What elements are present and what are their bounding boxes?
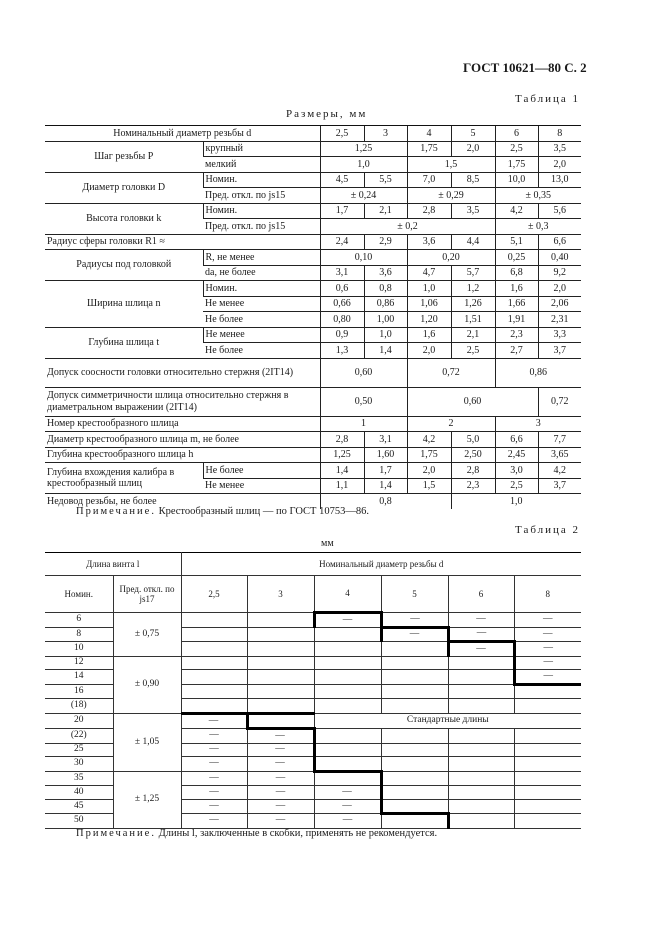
dash: — [381,627,448,642]
length-cell: 30 [45,757,113,772]
table1-caption: Таблица 1 [515,93,581,105]
cell: 4,2 [495,203,538,219]
cell: 6,6 [538,234,581,250]
m-label: Диаметр крестообразного шлица m, не более [45,432,320,448]
dash: — [514,642,581,657]
cell: 1,60 [364,447,407,463]
dash: — [514,627,581,642]
cell: 3,1 [364,432,407,448]
cell: 1,4 [364,343,407,359]
len-label: Длина винта l [45,553,181,576]
cell: 4,7 [407,265,451,281]
dash: — [247,743,314,757]
cell: 0,9 [320,327,364,343]
length-cell: 8 [45,627,113,642]
cell: 2,0 [538,281,581,297]
dash: — [181,799,247,814]
cross-no-label: Номер крестообразного шлица [45,416,320,432]
d-header: Номинальный диаметр резьбы d [181,553,581,576]
tol-cell: ± 0,75 [113,613,181,657]
row-label: Не менее [203,296,320,312]
cell: 2 [407,416,495,432]
row-label: Не более [203,312,320,328]
cell: 2,1 [364,203,407,219]
h-label: Глубина крестообразного шлица h [45,447,320,463]
cell: 1,66 [495,296,538,312]
length-cell: 40 [45,786,113,800]
row-label: da, не более [203,265,320,281]
cell: 3,65 [538,447,581,463]
page-header: ГОСТ 10621—80 С. 2 [463,60,587,75]
cell: 2,5 [495,141,538,157]
dash: — [181,743,247,757]
dash: — [181,713,247,729]
cell: 2,0 [407,463,451,479]
row-label: Номин. [203,172,320,188]
cell: ± 0,35 [495,188,581,204]
length-cell: 10 [45,642,113,657]
row-label: Номин. [203,203,320,219]
length-cell: (18) [45,699,113,714]
cell: 0,86 [364,296,407,312]
dash: — [314,786,381,800]
dash: — [247,786,314,800]
row-label: мелкий [203,157,320,173]
cell: 1,4 [320,463,364,479]
cell: 2,5 [320,126,364,142]
length-cell: 12 [45,656,113,670]
tol-cell: ± 1,25 [113,771,181,828]
cell: 2,8 [407,203,451,219]
cell: 3,1 [320,265,364,281]
dash: — [181,729,247,744]
d-col: 6 [448,576,514,613]
cell: 3,5 [451,203,495,219]
row-label: Не менее [203,478,320,494]
cell: 4,2 [538,463,581,479]
cell: ± 0,2 [320,219,495,235]
row-label: Не более [203,463,320,479]
cell: 0,60 [320,358,407,387]
cell: 3,0 [495,463,538,479]
cell: 1,4 [364,478,407,494]
cell: 1,7 [320,203,364,219]
pitch-label: Шаг резьбы P [45,141,203,172]
cell: 7,0 [407,172,451,188]
dash: — [514,670,581,685]
cell: 1,7 [364,463,407,479]
cell: 1,0 [451,494,581,509]
cell: 1,26 [451,296,495,312]
d-col: 5 [381,576,448,613]
cell: 1,75 [407,141,451,157]
dash: — [181,814,247,829]
table2-units: мм [321,538,334,549]
row-label: Пред. откл. по js15 [203,219,320,235]
n-label: Ширина шлица n [45,281,203,328]
cell: 3,5 [538,141,581,157]
cell: 2,5 [495,478,538,494]
nom-header: Номин. [45,576,113,613]
d-col: 2,5 [181,576,247,613]
dash: — [247,729,314,744]
dash: — [514,656,581,670]
cell: 1,75 [407,447,451,463]
row-label: крупный [203,141,320,157]
cell: ± 0,29 [407,188,495,204]
cell: 7,7 [538,432,581,448]
cell: 1,25 [320,141,407,157]
cell: 2,4 [320,234,364,250]
cell: 1,0 [364,327,407,343]
d-col: 4 [314,576,381,613]
D-label: Диаметр головки D [45,172,203,203]
cell: 13,0 [538,172,581,188]
length-cell: 35 [45,771,113,786]
cell: 2,5 [451,343,495,359]
cell: 8,5 [451,172,495,188]
dash: — [314,799,381,814]
cell: 0,66 [320,296,364,312]
length-cell: 25 [45,743,113,757]
cell: 2,45 [495,447,538,463]
cell: 6 [495,126,538,142]
symmetry-label: Допуск симметричности шлица относительно стержня в диаметральном выражении (2IT14) [45,387,320,416]
cell: 2,1 [451,327,495,343]
dash: — [181,786,247,800]
cell: 2,31 [538,312,581,328]
cell: 6,6 [495,432,538,448]
cell: 0,40 [538,250,581,266]
dash: — [381,613,448,628]
cell: 2,0 [407,343,451,359]
cell: 3,7 [538,343,581,359]
coaxiality-label: Допуск соосности головки относительно стержня (2IT14) [45,358,320,387]
cell: 1,0 [407,281,451,297]
table2 [45,552,581,829]
cell: 0,50 [320,387,407,416]
note1-head: Примечание. [76,506,156,517]
dash: — [514,613,581,628]
cell: 2,8 [451,463,495,479]
note2 [76,828,437,839]
cell: 1,1 [320,478,364,494]
cell: 1,0 [320,157,407,173]
cell: 1,91 [495,312,538,328]
row-label: Не более [203,343,320,359]
length-cell: 16 [45,684,113,699]
cell: 2,0 [451,141,495,157]
cell: 3,3 [538,327,581,343]
length-cell: 50 [45,814,113,829]
cell: 3 [364,126,407,142]
row-label: Не менее [203,327,320,343]
row-label: Номин. [203,281,320,297]
length-cell: 14 [45,670,113,685]
gauge-label: Глубина вхождения калибра в крестообразный шлиц [45,463,203,494]
cell: 1,00 [364,312,407,328]
cell: 1,06 [407,296,451,312]
cell: 1,5 [407,157,495,173]
row-label: Пред. откл. по js15 [203,188,320,204]
R1-label: Радиус сферы головки R1 ≈ [45,234,320,250]
length-cell: 45 [45,799,113,814]
cell: 4,5 [320,172,364,188]
cell: 0,86 [495,358,581,387]
cell: 2,50 [451,447,495,463]
cell: 1,3 [320,343,364,359]
dash: — [247,771,314,786]
note2-head: Примечание. [76,828,156,839]
cell: 0,8 [364,281,407,297]
cell: 2,3 [495,327,538,343]
cell: 2,3 [451,478,495,494]
row-label: R, не менее [203,250,320,266]
table1-units: Размеры, мм [286,108,368,120]
cell: 0,10 [320,250,407,266]
cell: 6,8 [495,265,538,281]
cell: 1,2 [451,281,495,297]
cell: 9,2 [538,265,581,281]
d-col: 8 [514,576,581,613]
cell: 1,51 [451,312,495,328]
cell: 5,1 [495,234,538,250]
cell: 2,9 [364,234,407,250]
cell: 0,80 [320,312,364,328]
cell: 3,7 [538,478,581,494]
cell: 3,6 [407,234,451,250]
cell: 1,20 [407,312,451,328]
cell: 10,0 [495,172,538,188]
tol-cell: ± 0,90 [113,656,181,713]
cell: 1,75 [495,157,538,173]
radii-label: Радиусы под головкой [45,250,203,281]
cell: 1,6 [495,281,538,297]
length-cell: 20 [45,713,113,729]
dash: — [247,814,314,829]
cell: 1,5 [407,478,451,494]
cell: 0,60 [407,387,538,416]
dash: — [247,757,314,772]
table1 [45,125,581,509]
cell: 5 [451,126,495,142]
cell: 0,72 [538,387,581,416]
dash: — [448,642,514,657]
dash: — [314,613,381,628]
d-label: Номинальный диаметр резьбы d [45,126,320,142]
dash: — [181,771,247,786]
k-label: Высота головки k [45,203,203,234]
cell: ± 0,3 [495,219,581,235]
cell: 1,25 [320,447,364,463]
cell: 3 [495,416,581,432]
standard-lengths-label: Стандартные длины [314,713,581,729]
table2-caption: Таблица 2 [515,524,581,536]
dash: — [314,814,381,829]
cell: 5,6 [538,203,581,219]
d-col: 3 [247,576,314,613]
cell: 1,6 [407,327,451,343]
note1-text: Крестообразный шлиц — по ГОСТ 10753—86. [158,506,369,517]
note1 [76,506,369,517]
undercut-label: Недовод резьбы, не более [45,494,320,509]
cell: 2,06 [538,296,581,312]
cell: 2,8 [320,432,364,448]
tol-header: Пред. откл. по js17 [113,576,181,613]
cell: 0,8 [320,494,451,509]
cell: ± 0,24 [320,188,407,204]
cell: 5,7 [451,265,495,281]
cell: 2,0 [538,157,581,173]
note2-text: Длины l, заключенные в скобки, применять не рекомендуется. [158,828,438,839]
cell: 4,2 [407,432,451,448]
cell: 8 [538,126,581,142]
dash: — [181,757,247,772]
length-cell: (22) [45,729,113,744]
cell: 0,6 [320,281,364,297]
cell: 0,25 [495,250,538,266]
cell: 4 [407,126,451,142]
cell: 5,0 [451,432,495,448]
cell: 0,72 [407,358,495,387]
tol-cell: ± 1,05 [113,713,181,771]
dash: — [448,627,514,642]
cell: 2,7 [495,343,538,359]
length-cell: 6 [45,613,113,628]
cell: 5,5 [364,172,407,188]
cell: 4,4 [451,234,495,250]
dash: — [448,613,514,628]
cell: 3,6 [364,265,407,281]
cell: 1 [320,416,407,432]
dash: — [247,799,314,814]
cell: 0,20 [407,250,495,266]
t-label: Глубина шлица t [45,327,203,358]
